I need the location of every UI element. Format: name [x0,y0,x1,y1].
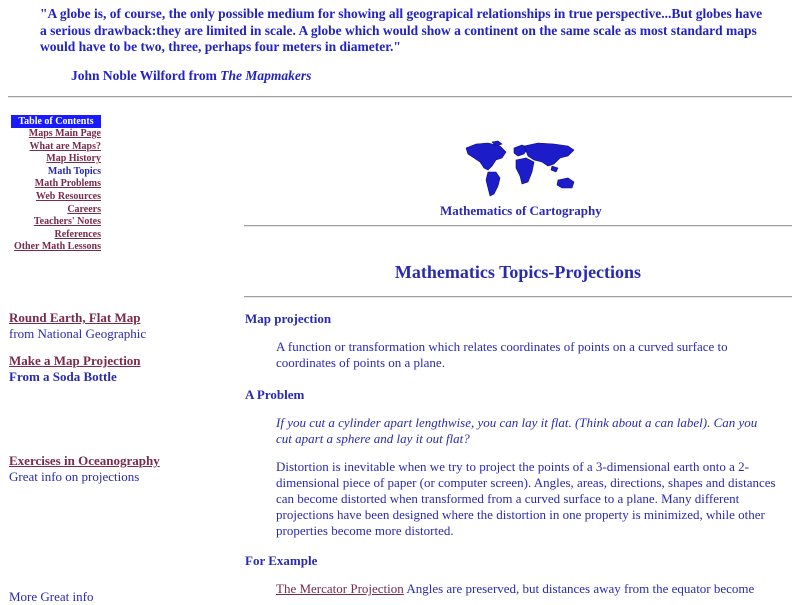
section-body-example [276,581,776,597]
page-title: Mathematics Topics-Projections [394,262,642,282]
side-link-more-info[interactable]: More Great info [9,589,94,604]
mercator-projection-link[interactable]: The Mercator Projection [276,581,404,596]
toc-item-math-topics: Math Topics [47,165,101,177]
side-link-block [9,310,146,341]
section-body-map-projection: A function or transformation which relates coordinates of points on a curved surface to coordinates of points on a plane. [276,339,728,370]
title-divider [244,296,792,298]
quote-author: John Noble Wilford from [71,68,217,83]
section-italic-problem [276,415,776,447]
example-text: Angles are preserved, but distances away from the equator become [403,581,755,596]
toc-heading: Table of Contents [11,115,101,128]
side-link-block [9,353,141,384]
quote-attribution [71,68,311,84]
toc-item-teachers-notes[interactable]: Teachers' Notes [33,216,101,228]
toc-item-web-resources[interactable]: Web Resources [35,190,101,202]
side-link-make-projection[interactable]: Make a Map Projection [9,353,141,368]
section-heading-map-projection: Map projection [245,311,332,326]
section-heading-problem: A Problem [245,387,305,402]
side-link-subtitle: Great info on projections [9,468,140,484]
section-body-problem: Distortion is inevitable when we try to project the points of a 3-dimensional earth onto a 2-dimensional piece of paper (or computer screen). Angles, areas, directions, shapes and distances can become distorted when transformed from a curved surface to a plane. Many different projections have been designed where the distortion in one property is minimized, while other properties become more distorted. [276,459,776,538]
side-link-oceanography[interactable]: Exercises in Oceanography [9,453,160,468]
section-heading-example: For Example [245,553,318,568]
side-link-subtitle: From a Soda Bottle [9,368,117,384]
toc-item-what-are-maps[interactable]: What are Maps? [29,140,101,152]
side-link-subtitle: from National Geographic [9,325,147,341]
side-link-block [9,589,93,605]
quote-source: The Mapmakers [220,68,312,83]
top-divider [8,96,792,98]
world-map-icon [462,140,578,200]
problem-question: If you cut a cylinder apart lengthwise, you can lay it flat. (Think about a can label). Can you cut apart a sphere and lay it out flat? [276,415,758,446]
side-link-round-earth[interactable]: Round Earth, Flat Map [9,310,141,325]
header-divider [244,225,792,227]
toc-item-math-problems[interactable]: Math Problems [34,178,101,190]
intro-quote: "A globe is, of course, the only possible medium for showing all geograpical relationships in true perspective...But globes have a serious drawback:they are limited in scale. A globe which would show a continent on the same scale as most standard maps would have to be two, three, perhaps four meters in diameter." [40,6,763,54]
toc-item-careers[interactable]: Careers [67,203,101,215]
side-link-block [9,453,160,484]
table-of-contents [11,115,101,254]
logo-caption: Mathematics of Cartography [440,203,602,218]
toc-item-maps-main-page[interactable]: Maps Main Page [28,128,101,139]
toc-item-map-history[interactable]: Map History [46,153,101,165]
toc-item-references[interactable]: References [54,228,101,240]
toc-item-other-math-lessons[interactable]: Other Math Lessons [13,241,101,253]
